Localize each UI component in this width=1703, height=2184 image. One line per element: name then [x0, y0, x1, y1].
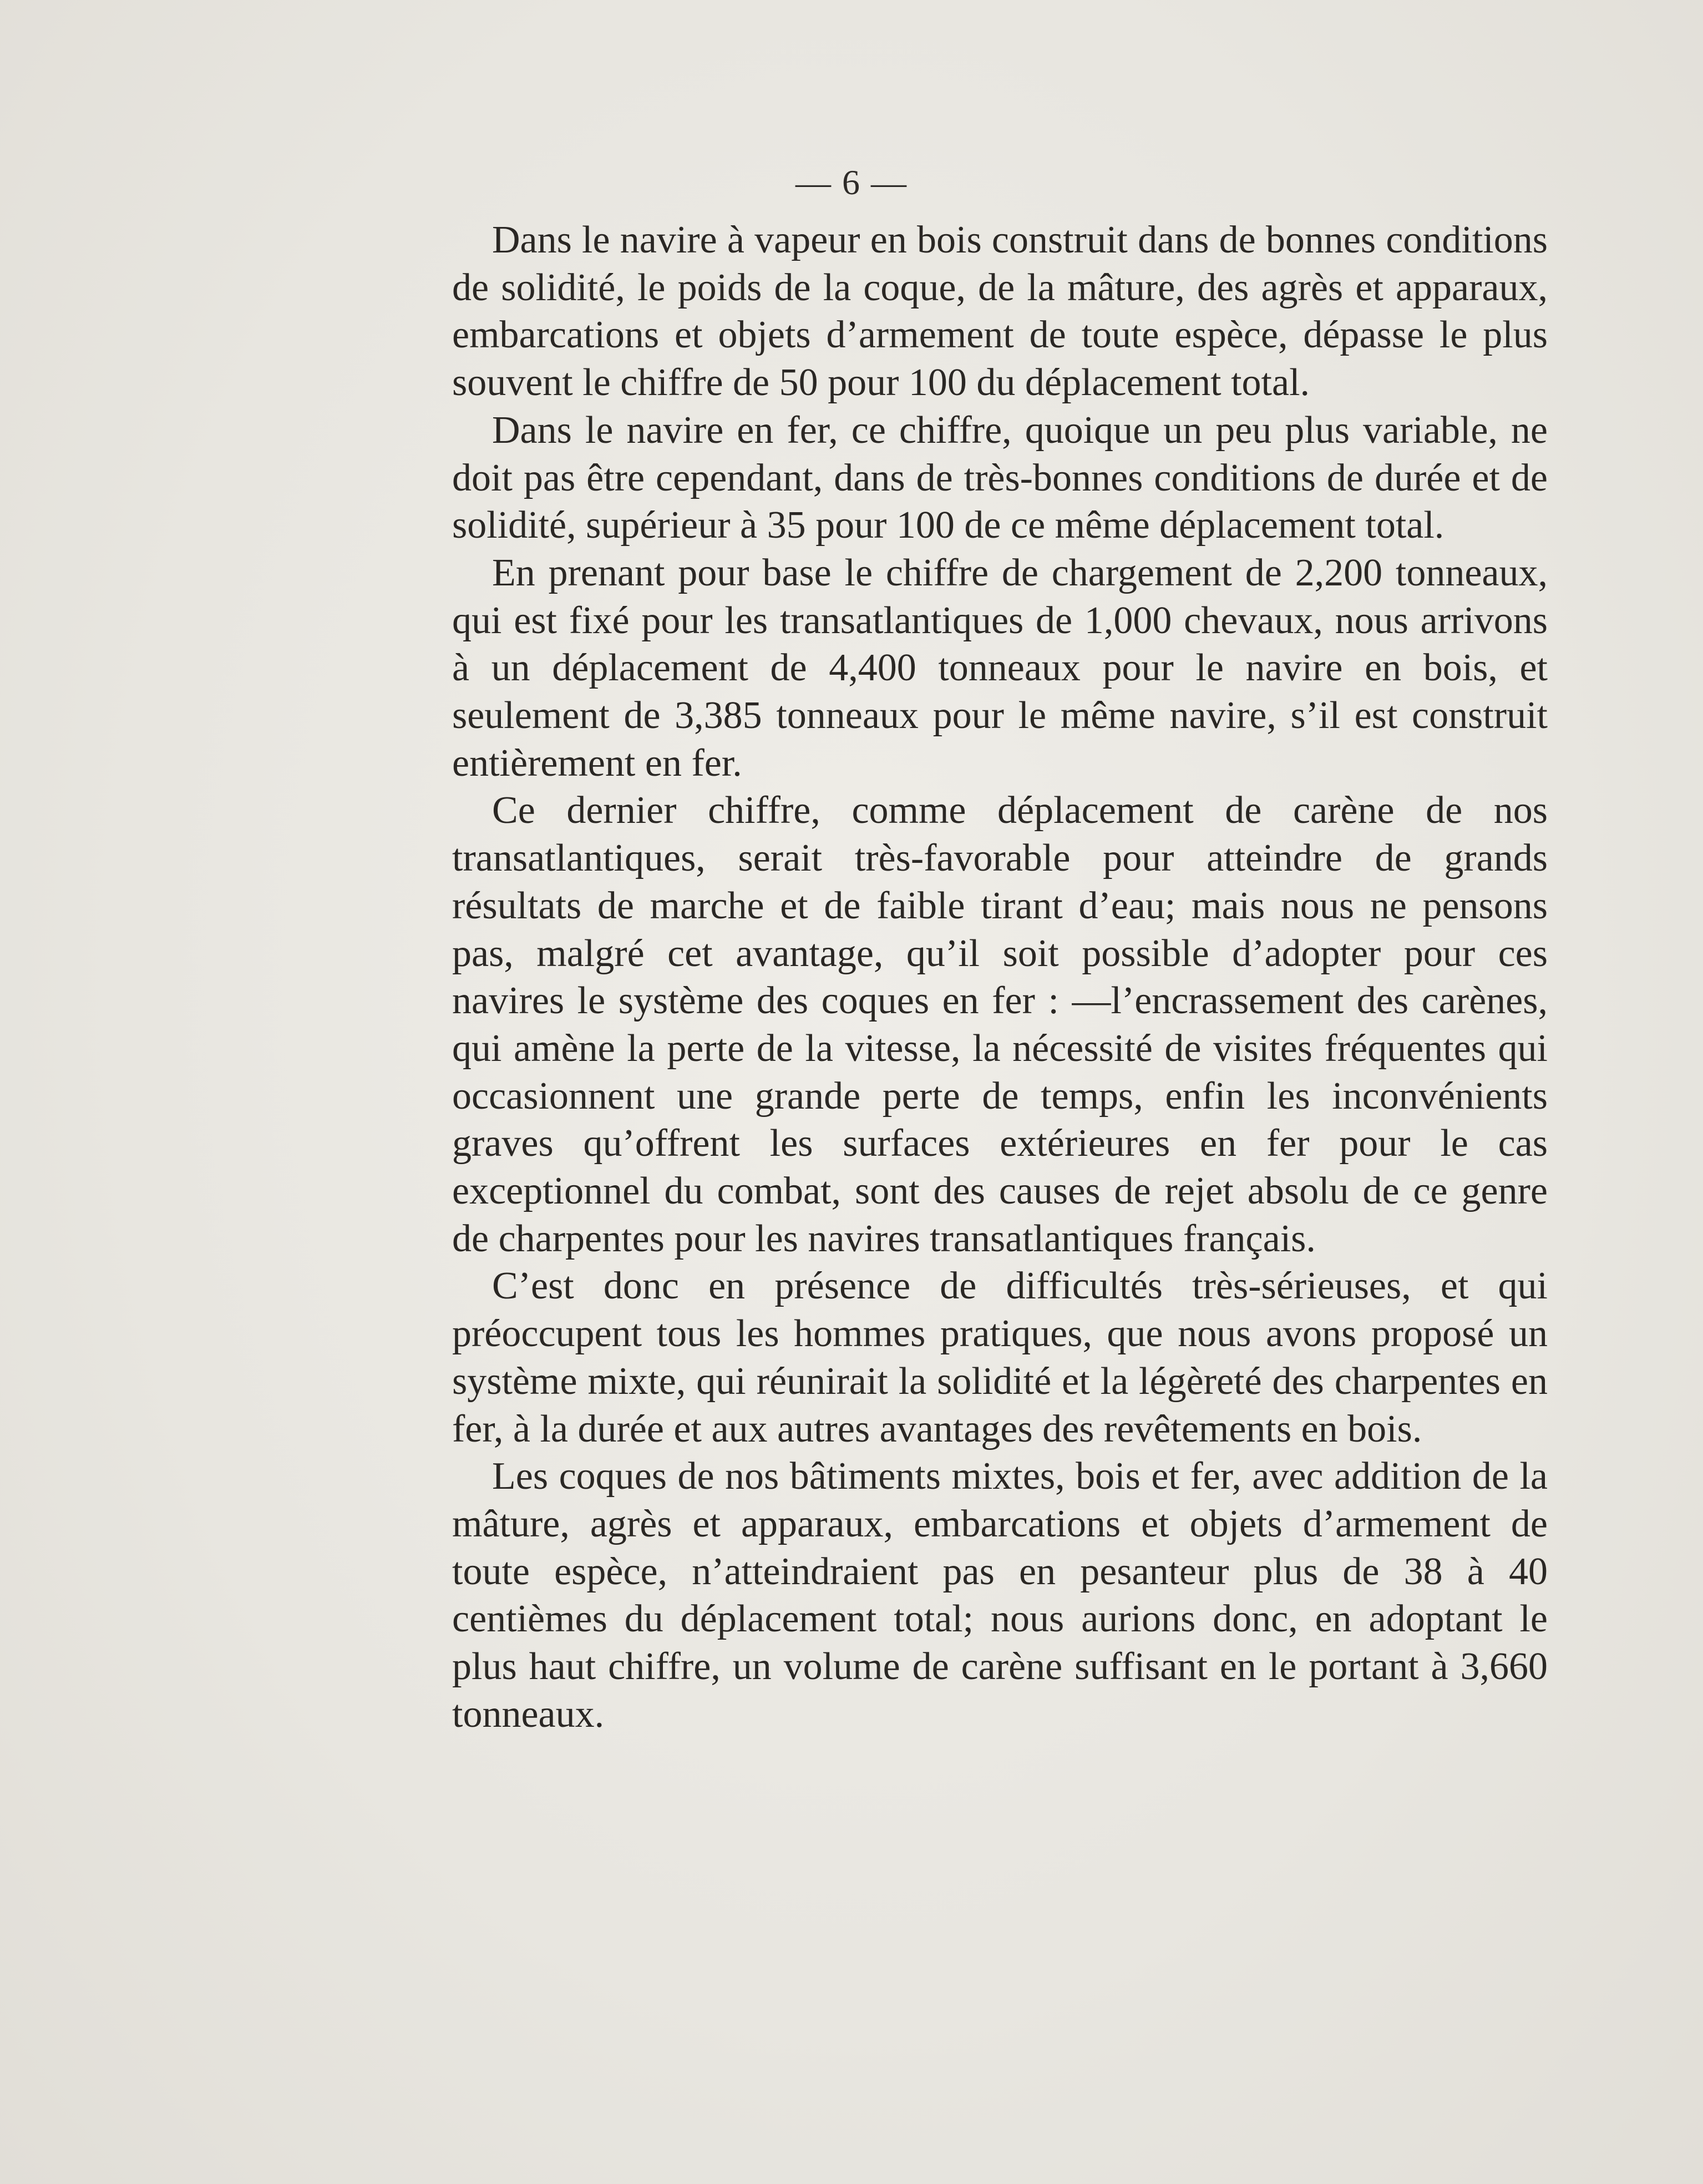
- paragraph: Dans le navire en fer, ce chiffre, quoique un peu plus variable, ne doit pas être cependant, dans de très-bonnes conditions de durée et de solidité, supérieur à 35 pour 100 de ce même déplacement total.: [452, 408, 1548, 547]
- paragraph: C’est donc en présence de difficultés très-sérieuses, et qui préoccupent tous les hommes pratiques, que nous avons proposé un système mixte, qui réunirait la solidité et la légèreté des charpentes en fer, à la durée et aux autres avantages des revêtements en bois.: [452, 1265, 1548, 1450]
- paragraph: En prenant pour base le chiffre de chargement de 2,200 tonneaux, qui est fixé pour les transatlantiques de 1,000 chevaux, nous arrivons à un déplacement de 4,400 tonneaux pour le navire en bois, et seulement de 3,385 tonneaux pour le même navire, s’il est construit entièrement en fer.: [452, 551, 1548, 785]
- paragraph: Les coques de nos bâtiments mixtes, bois et fer, avec addition de la mâture, agrès et apparaux, embarcations et objets d’armement de toute espèce, n’atteindraient pas en pesanteur plus de 38 à 40 centièmes du déplacement total; nous aurions donc, en adoptant le plus haut chiffre, un volume de carène suffisant en le portant à 3,660 tonneaux.: [452, 1455, 1548, 1736]
- body-text: [452, 216, 1548, 1738]
- page-number: — 6 —: [795, 163, 908, 202]
- paragraph: Ce dernier chiffre, comme déplacement de carène de nos transatlantiques, serait très-favorable pour atteindre de grands résultats de marche et de faible tirant d’eau; mais nous ne pensons pas, malgré cet avantage, qu’il soit possible d’adopter pour ces navires le système des coques en fer : —l’encrassement des carènes, qui amène la perte de la vitesse, la nécessité de visites fréquentes qui occasionnent une grande perte de temps, enfin les inconvénients graves qu’offrent les surfaces extérieures en fer pour le cas exceptionnel du combat, sont des causes de rejet absolu de ce genre de charpentes pour les navires transatlantiques français.: [452, 789, 1548, 1260]
- paragraph: Dans le navire à vapeur en bois construit dans de bonnes conditions de solidité, le poids de la coque, de la mâture, des agrès et apparaux, embarcations et objets d’armement de toute espèce, dépasse le plus souvent le chiffre de 50 pour 100 du déplacement total.: [452, 219, 1548, 405]
